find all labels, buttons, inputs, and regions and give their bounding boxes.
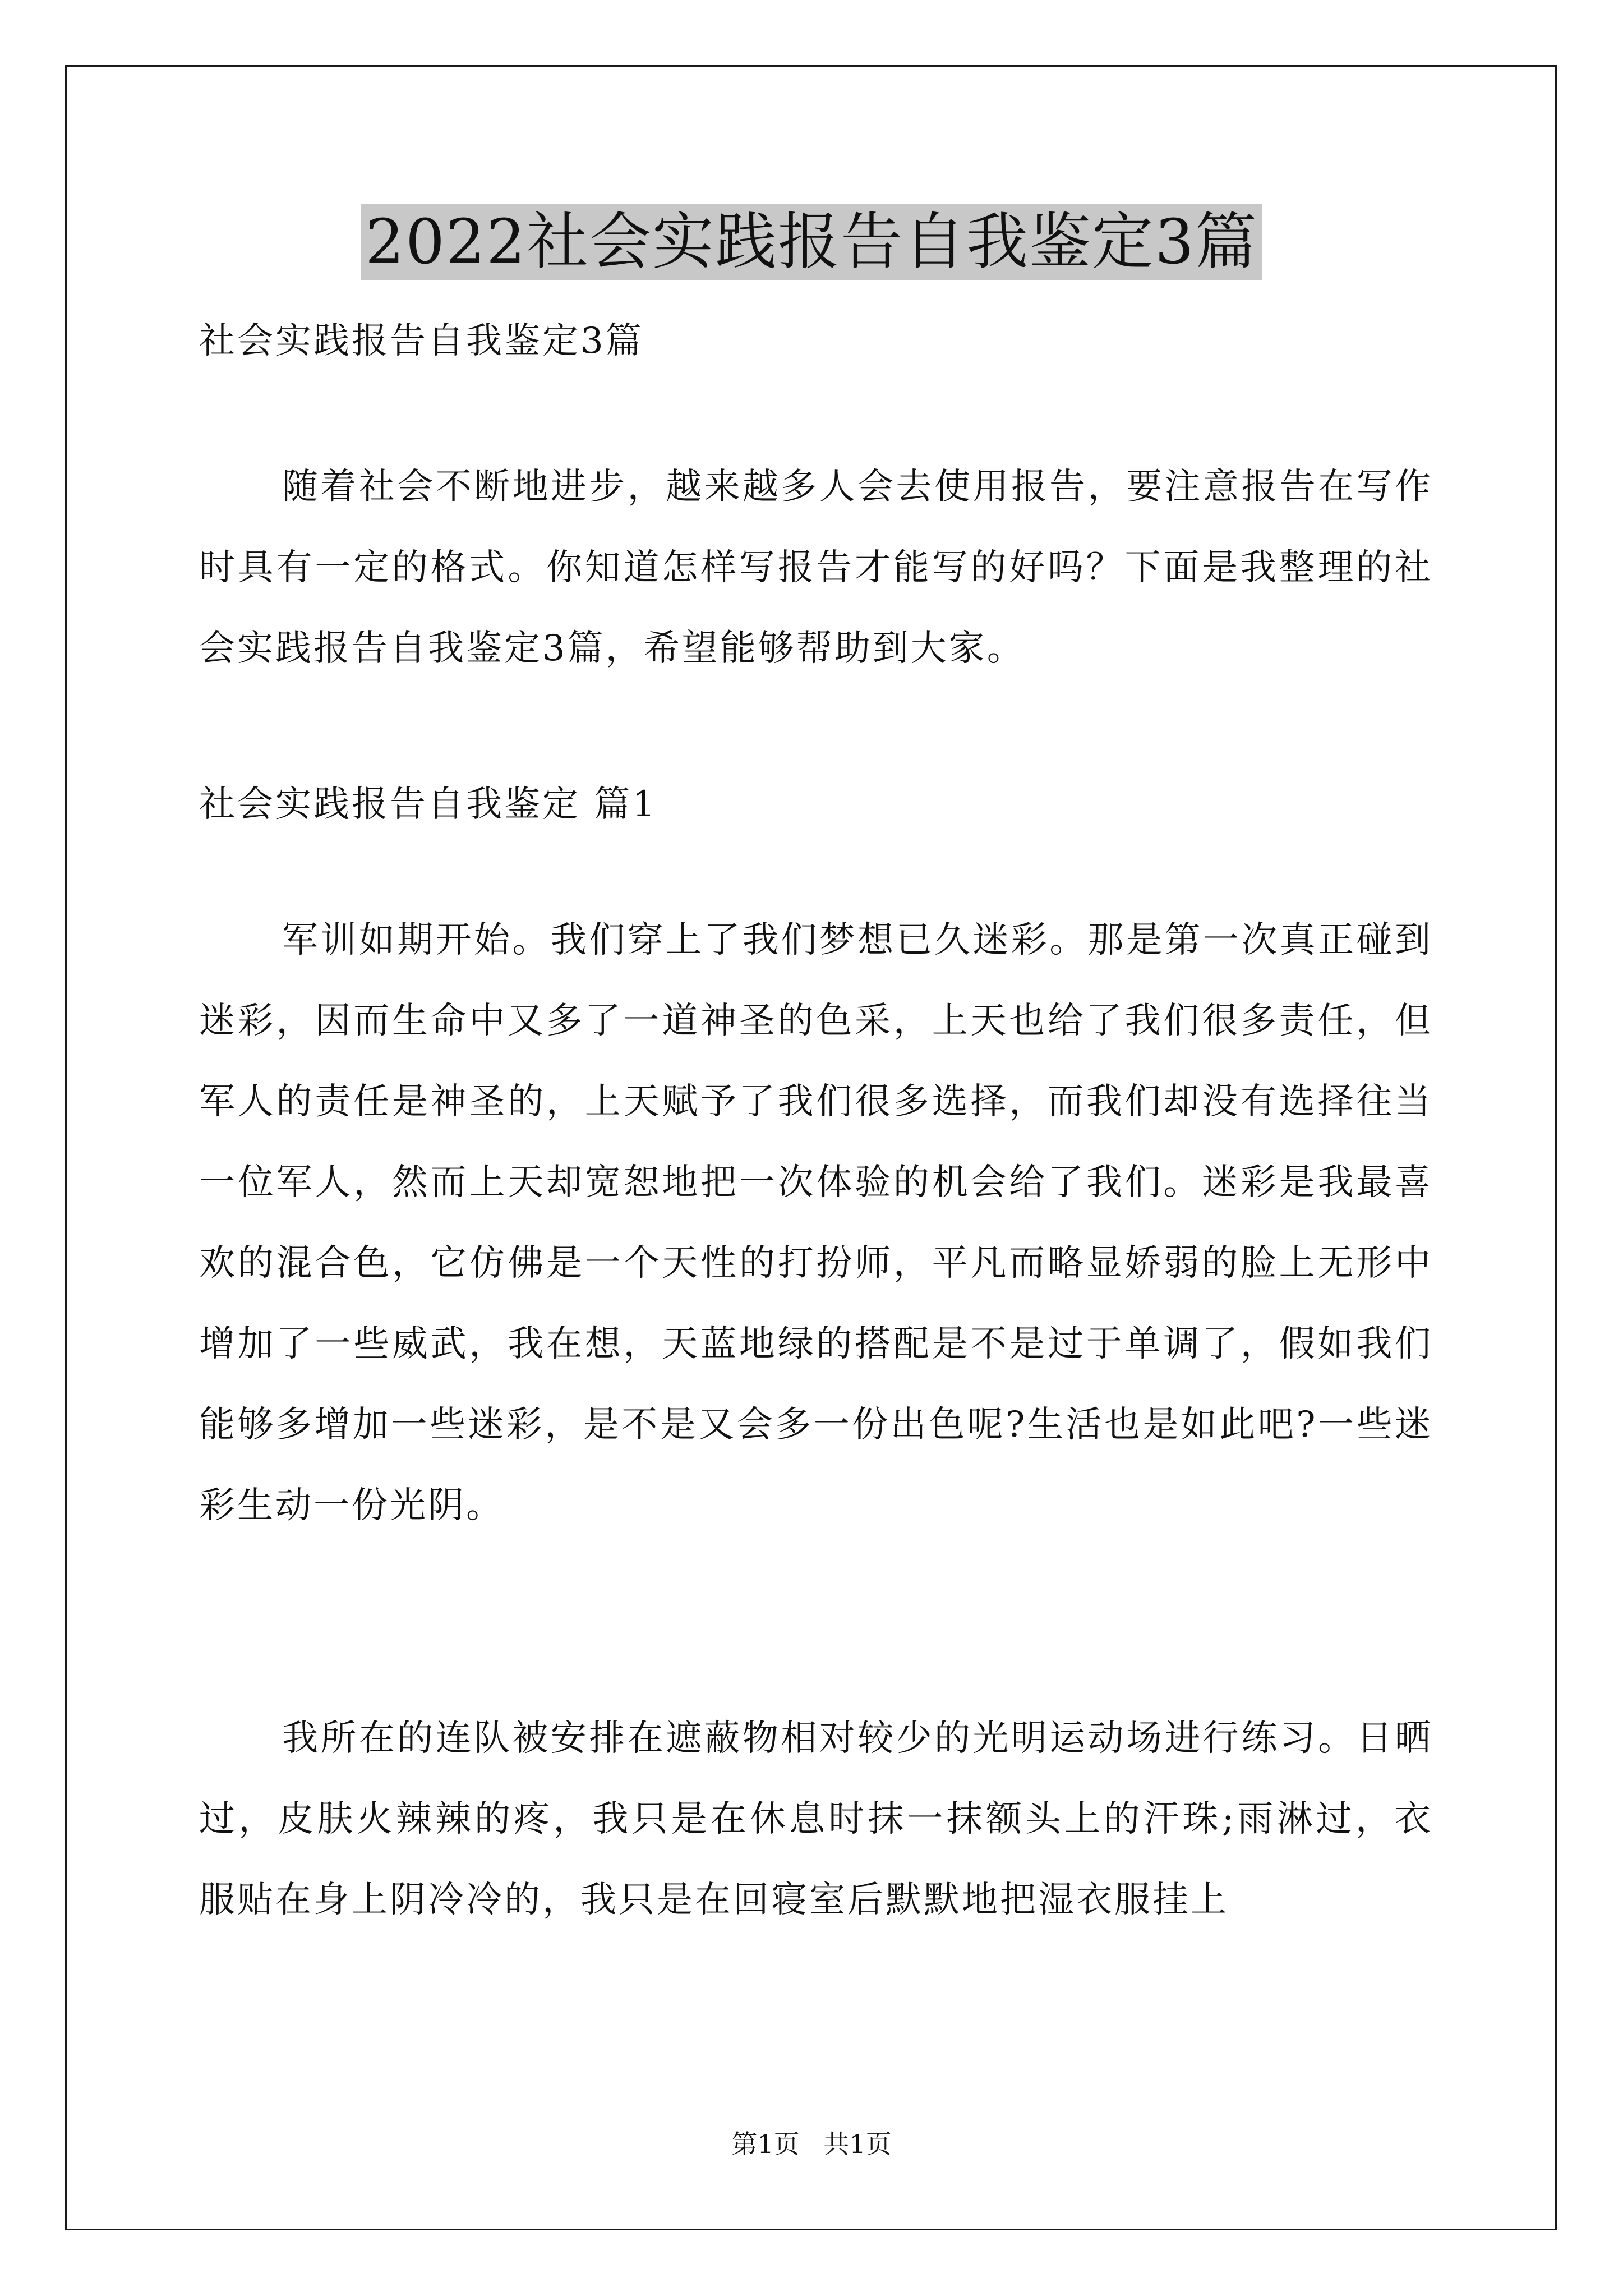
page-number-current: 第1页 <box>731 2129 800 2159</box>
article-1-paragraph-2: 我所在的连队被安排在遮蔽物相对较少的光明运动场进行练习。日晒过，皮肤火辣辣的疼，我只是在休息时抹一抹额头上的汗珠;雨淋过，衣服贴在身上阴冷冷的，我只是在回寝室后默默地把湿衣服挂上 <box>199 1718 1433 1921</box>
page-number-total: 共1页 <box>823 2129 892 2159</box>
document-title: 2022社会实践报告自我鉴定3篇 <box>361 204 1262 280</box>
title-container <box>0 204 1623 280</box>
page-footer <box>0 2127 1623 2161</box>
intro-paragraph: 随着社会不断地进步，越来越多人会去使用报告，要注意报告在写作时具有一定的格式。你知道怎样写报告才能写的好吗？下面是我整理的社会实践报告自我鉴定3篇，希望能够帮助到大家。 <box>199 466 1433 669</box>
article-1-paragraph-1: 军训如期开始。我们穿上了我们梦想已久迷彩。那是第一次真正碰到迷彩，因而生命中又多了一道神圣的色采，上天也给了我们很多责任，但军人的责任是神圣的，上天赋予了我们很多选择，而我们却没有选择往当一位军人，然而上天却宽恕地把一次体验的机会给了我们。迷彩是我最喜欢的混合色，它仿佛是一个天性的打扮师，平凡而略显娇弱的脸上无形中增加了一些威武，我在想，天蓝地绿的搭配是不是过于单调了，假如我们能够多增加一些迷彩，是不是又会多一份出色呢?生活也是如此吧?一些迷彩生动一份光阴。 <box>199 919 1433 1526</box>
intro-heading: 社会实践报告自我鉴定3篇 <box>199 320 644 362</box>
article-1-heading: 社会实践报告自我鉴定 篇1 <box>199 784 658 825</box>
